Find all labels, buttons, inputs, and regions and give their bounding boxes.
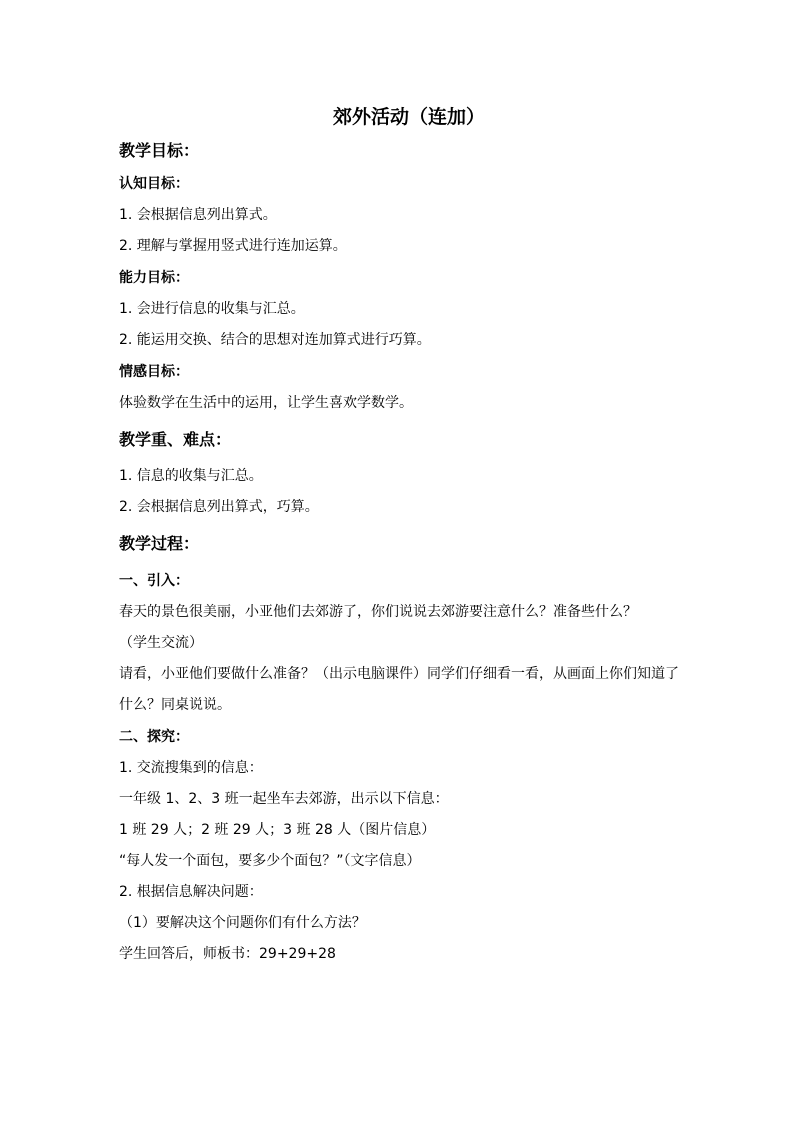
heading-cognitive-goals: 认知目标： xyxy=(119,176,189,192)
explore-line: 学生回答后，师板书：29+29+28 xyxy=(119,946,336,962)
explore-line: （1）要解决这个问题你们有什么方法？ xyxy=(119,915,366,931)
heading-teaching-goals: 教学目标： xyxy=(119,141,200,160)
heading-emotion-goals: 情感目标： xyxy=(119,364,189,380)
ability-goal-item: 2. 能运用交换、结合的思想对连加算式进行巧算。 xyxy=(119,332,431,348)
explore-line: 一年级 1、2、3 班一起坐车去郊游，出示以下信息： xyxy=(119,791,449,807)
document-title: 郊外活动（连加） xyxy=(332,106,485,128)
cognitive-goal-item: 1. 会根据信息列出算式。 xyxy=(119,207,277,223)
heading-teaching-process: 教学过程： xyxy=(119,534,200,553)
cognitive-goal-item: 2. 理解与掌握用竖式进行连加运算。 xyxy=(119,238,347,254)
heading-introduction: 一、引入： xyxy=(119,573,189,589)
key-point-item: 1. 信息的收集与汇总。 xyxy=(119,468,263,484)
explore-line: 1 班 29 人；2 班 29 人；3 班 28 人（图片信息） xyxy=(119,822,436,838)
key-point-item: 2. 会根据信息列出算式，巧算。 xyxy=(119,499,319,515)
intro-paragraph: 请看，小亚他们要做什么准备？（出示电脑课件）同学们仔细看一看，从画面上你们知道了什么？同桌说说。 xyxy=(119,666,679,713)
intro-paragraph: 春天的景色很美丽，小亚他们去郊游了，你们说说去郊游要注意什么？准备些什么？ xyxy=(119,604,637,620)
document-page xyxy=(119,100,689,970)
explore-line: “每人发一个面包，要多少个面包？”（文字信息） xyxy=(119,853,421,869)
emotion-goal-text: 体验数学在生活中的运用，让学生喜欢学数学。 xyxy=(119,395,413,411)
heading-exploration: 二、探究： xyxy=(119,729,189,745)
explore-line: 1. 交流搜集到的信息： xyxy=(119,760,263,776)
ability-goal-item: 1. 会进行信息的收集与汇总。 xyxy=(119,301,305,317)
heading-key-points: 教学重、难点： xyxy=(119,430,232,449)
explore-line: 2. 根据信息解决问题： xyxy=(119,884,263,900)
heading-ability-goals: 能力目标： xyxy=(119,270,189,286)
intro-paragraph: （学生交流） xyxy=(119,635,203,651)
